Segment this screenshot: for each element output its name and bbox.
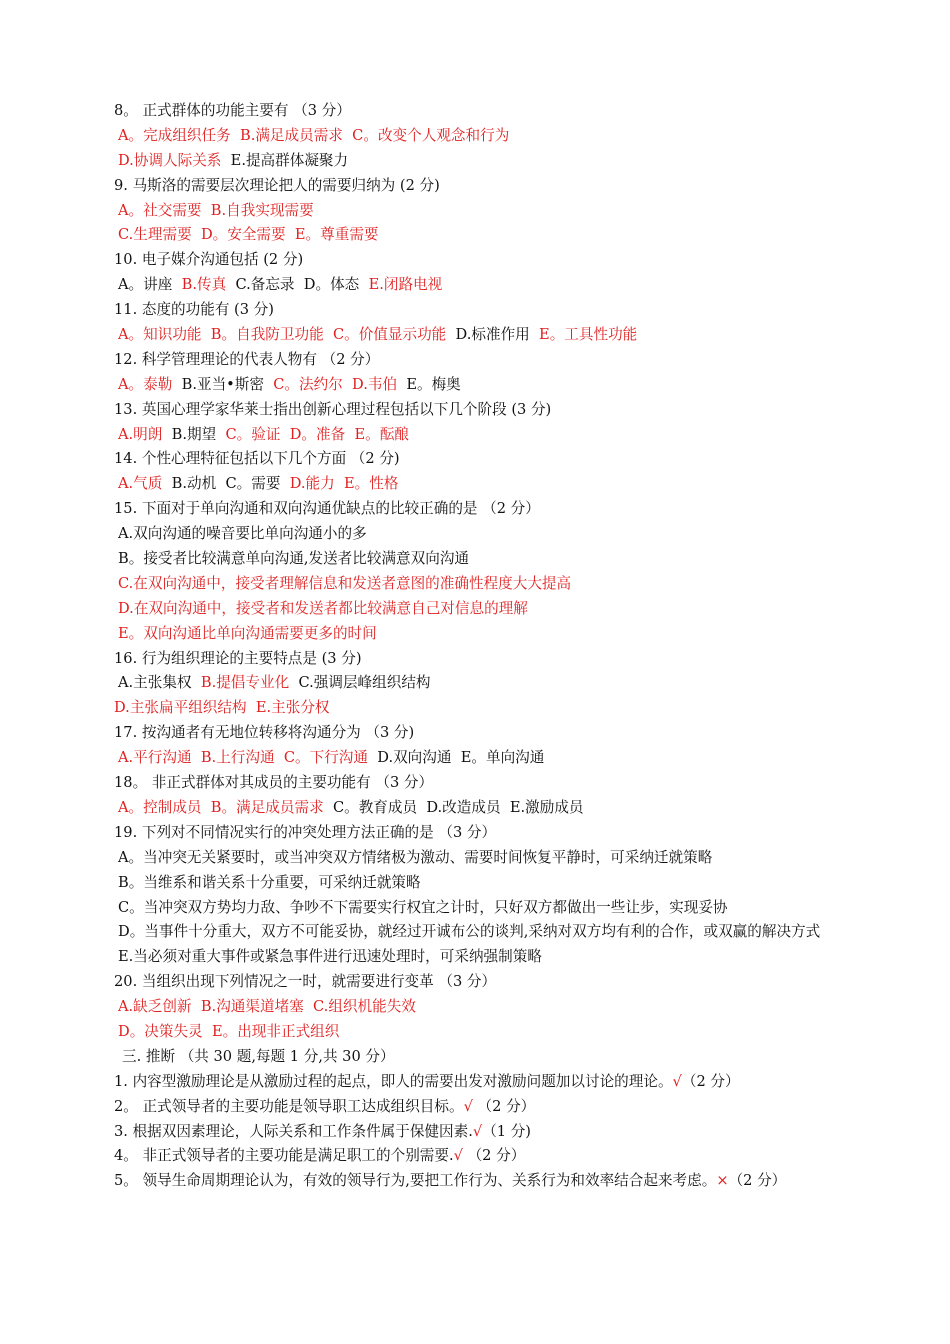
text-line [114, 248, 844, 273]
text-line [114, 1045, 844, 1070]
answer-text: A。社交需要 B.自我实现需要 [118, 201, 314, 219]
question-text: A。当冲突无关紧要时，或当冲突双方情绪极为激动、需要时间恢复平静时，可采纳迁就策略 [118, 848, 713, 866]
text-line [114, 348, 844, 373]
question-text: A。讲座 [118, 276, 182, 294]
question-text: 三. 推断 （共 30 题,每题 1 分,共 30 分） [122, 1047, 395, 1065]
question-text: E。梅奥 [397, 375, 461, 393]
question-text: C.强调层峰组织结构 [289, 674, 431, 692]
text-line [114, 1095, 844, 1120]
question-text: 9. 马斯洛的需要层次理论把人的需要归纳为 (2 分) [114, 176, 440, 194]
question-text: 19. 下列对不同情况实行的冲突处理方法正确的是 （3 分） [114, 823, 497, 841]
answer-text: C.生理需要 D。安全需要 E。尊重需要 [118, 226, 379, 244]
text-line [114, 223, 844, 248]
answer-text: D.在双向沟通中，接受者和发送者都比较满意自己对信息的理解 [118, 599, 528, 617]
text-line [114, 373, 844, 398]
text-line [114, 871, 844, 896]
question-text: D.标准作用 [446, 326, 540, 344]
answer-text: A.缺乏创新 B.沟通渠道堵塞 C.组织机能失效 [118, 998, 416, 1016]
text-line [114, 597, 844, 622]
text-line [114, 970, 844, 995]
answer-text: √ [453, 1147, 463, 1165]
question-text: B。接受者比较满意单向沟通,发送者比较满意双向沟通 [118, 550, 470, 568]
question-text: （2 分） [472, 1097, 536, 1115]
answer-text: D。决策失灵 E。出现非正式组织 [118, 1022, 340, 1040]
question-text: C.备忘录 D。体态 [226, 276, 369, 294]
text-line [114, 273, 844, 298]
question-text: D.双向沟通 E。单向沟通 [367, 749, 545, 767]
text-line [114, 796, 844, 821]
text-line [114, 1169, 844, 1194]
text-line [114, 995, 844, 1020]
question-text: 8。 正式群体的功能主要有 （3 分） [114, 102, 351, 119]
question-text: （2 分） [462, 1147, 526, 1165]
question-text: E.当必须对重大事件或紧急事件进行迅速处理时，可采纳强制策略 [118, 948, 542, 966]
text-line [114, 298, 844, 323]
question-text: A.双向沟通的噪音要比单向沟通小的多 [118, 525, 367, 543]
answer-text: B.传真 [181, 276, 227, 294]
text-line [114, 447, 844, 472]
question-text: 4。 非正式领导者的主要功能是满足职工的个别需要. [114, 1147, 454, 1165]
question-text: B.动机 C。需要 [162, 475, 290, 493]
text-line [114, 896, 844, 921]
question-text: C。当冲突双方势均力敌、争吵不下需要实行权宜之计时，只好双方都做出一些让步，实现妥协 [118, 898, 728, 916]
text-line [114, 1020, 844, 1045]
text-line [114, 199, 844, 224]
question-text: 10. 电子媒介沟通包括 (2 分) [114, 251, 304, 269]
question-text: 12. 科学管理理论的代表人物有 （2 分） [114, 350, 380, 368]
text-line [114, 920, 844, 945]
answer-text: √ [463, 1097, 473, 1115]
question-text: B。当维系和谐关系十分重要，可采纳迁就策略 [118, 873, 421, 891]
text-line [114, 572, 844, 597]
text-line [114, 472, 844, 497]
text-line [114, 1144, 844, 1169]
answer-text: A。控制成员 B。满足成员需求 [118, 798, 324, 816]
answer-text: E.闭路电视 [368, 276, 443, 294]
answer-text: D.协调人际关系 [118, 151, 222, 169]
answer-text: E。双向沟通比单向沟通需要更多的时间 [118, 624, 377, 642]
question-text: 3. 根据双因素理论，人际关系和工作条件属于保健因素. [114, 1122, 473, 1140]
question-text: 17. 按沟通者有无地位转移将沟通分为 （3 分) [114, 724, 415, 742]
text-line [114, 647, 844, 672]
answer-text: D.主张扁平组织结构 E.主张分权 [114, 699, 330, 717]
answer-text: √ [472, 1122, 483, 1140]
question-text: 13. 英国心理学家华莱士指出创新心理过程包括以下几个阶段 (3 分) [114, 400, 552, 418]
text-line [114, 671, 844, 696]
text-line [114, 522, 844, 547]
text-line [114, 945, 844, 970]
text-line [114, 423, 844, 448]
text-line [114, 497, 844, 522]
answer-text: A.平行沟通 B.上行沟通 C。下行沟通 [118, 749, 368, 767]
question-text: E.提高群体凝聚力 [221, 151, 349, 169]
answer-text: C。验证 D。准备 E。酝酿 [225, 425, 409, 443]
answer-text: C。法约尔 D.韦伯 [273, 375, 398, 393]
answer-text: B.提倡专业化 [200, 674, 290, 692]
text-line [114, 771, 844, 796]
text-line [114, 547, 844, 572]
question-text: B.期望 [162, 425, 226, 443]
question-text: 1. 内容型激励理论是从激励过程的起点，即人的需要出发对激励问题加以讨论的理论。 [114, 1072, 673, 1090]
question-text: （1 分) [482, 1122, 531, 1140]
answer-text: C.在双向沟通中，接受者理解信息和发送者意图的准确性程度大大提高 [118, 574, 572, 592]
text-line [114, 149, 844, 174]
text-line [114, 398, 844, 423]
answer-text: A。泰勒 [118, 375, 173, 393]
question-text: D。当事件十分重大，双方不可能妥协，就经过开诚布公的谈判,采纳对双方均有利的合作，或双赢的解决方式 [118, 923, 821, 941]
text-line [114, 846, 844, 871]
question-text: 16. 行为组织理论的主要特点是 (3 分) [114, 649, 362, 667]
text-line [114, 746, 844, 771]
question-text: 2。 正式领导者的主要功能是领导职工达成组织目标。 [114, 1097, 464, 1115]
question-text: （2 分） [728, 1172, 787, 1190]
document-page [114, 99, 844, 1194]
answer-text: D.能力 E。性格 [289, 475, 399, 493]
question-text: 20. 当组织出现下列情况之一时，就需要进行变革 （3 分） [114, 973, 497, 991]
text-line [114, 1120, 844, 1145]
question-text: 5。 领导生命周期理论认为，有效的领导行为,要把工作行为、关系行为和效率结合起来考虑。 [114, 1172, 717, 1190]
question-text: 15. 下面对于单向沟通和双向沟通优缺点的比较正确的是 （2 分） [114, 500, 540, 518]
question-text: 18。 非正式群体对其成员的主要功能有 （3 分） [114, 774, 434, 792]
text-line [114, 821, 844, 846]
question-text: 11. 态度的功能有 (3 分) [114, 301, 274, 319]
answer-text: √ [672, 1072, 682, 1090]
answer-text: A.明朗 [118, 425, 163, 443]
text-line [114, 721, 844, 746]
question-text: （2 分） [681, 1072, 740, 1090]
question-text: 14. 个性心理特征包括以下几个方面 （2 分) [114, 450, 400, 468]
text-line [114, 174, 844, 199]
answer-text: E。工具性功能 [539, 326, 638, 344]
text-line [114, 1070, 844, 1095]
text-line [114, 124, 844, 149]
question-text: B.亚当•斯密 [172, 375, 274, 393]
question-text: C。教育成员 D.改造成员 E.激励成员 [323, 798, 584, 816]
answer-text: A.气质 [118, 475, 163, 493]
text-line [114, 99, 844, 124]
text-line [114, 622, 844, 647]
text-line [114, 323, 844, 348]
text-line [114, 696, 844, 721]
answer-text: A。知识功能 B。自我防卫功能 C。价值显示功能 [118, 326, 447, 344]
answer-text: × [716, 1172, 729, 1190]
question-text: A.主张集权 [118, 674, 201, 692]
answer-text: A。完成组织任务 B.满足成员需求 C。改变个人观念和行为 [118, 126, 510, 144]
